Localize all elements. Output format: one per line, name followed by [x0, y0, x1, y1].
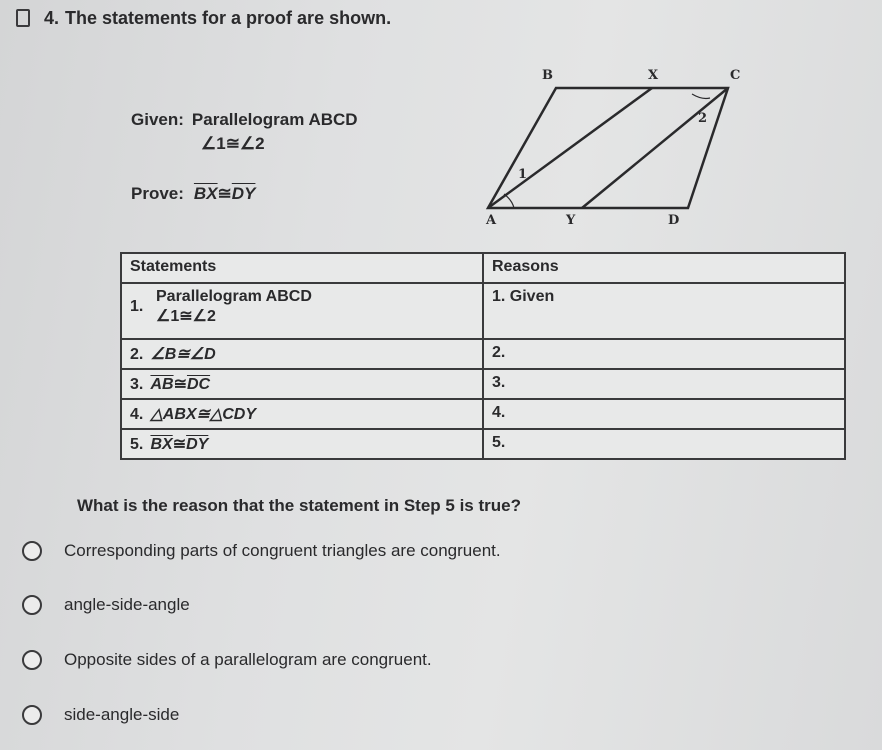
- row-number: 5.: [130, 436, 144, 453]
- statement-cell: [121, 399, 483, 429]
- segment-ab: $\overline{AB}$: [150, 376, 174, 393]
- question-title: The statements for a proof are shown.: [65, 8, 392, 28]
- statement-cell: [121, 369, 483, 399]
- statement-text: ∠B≅∠D: [150, 346, 216, 363]
- given-angles: ∠1≅∠2: [201, 134, 265, 153]
- prove-line: [131, 184, 255, 204]
- reasons-header: Reasons: [483, 253, 845, 283]
- segment-dy: $\overline{DY}$: [186, 436, 209, 453]
- angle-2-label: 2: [698, 111, 708, 126]
- table-row: [121, 429, 845, 459]
- segment-bx: $\overline{BX}$: [150, 436, 173, 453]
- given-label: Given:: [131, 110, 184, 129]
- row-number: 3.: [130, 376, 144, 393]
- answer-option-1[interactable]: [22, 538, 501, 564]
- reason-cell: 1. Given: [483, 283, 845, 339]
- statement-cell: [121, 339, 483, 369]
- vertex-x-label: X: [648, 68, 659, 83]
- option-label: side-angle-side: [64, 705, 180, 724]
- table-row: [121, 283, 845, 339]
- prove-segment-2: $\overline{DY}$: [231, 184, 256, 203]
- given-line: [131, 110, 358, 130]
- parallelogram-diagram: [478, 62, 778, 240]
- question-prompt: What is the reason that the statement in Step 5 is true?: [77, 496, 521, 515]
- prove-segment-1: $\overline{BX}$: [193, 184, 218, 203]
- vertex-c-label: C: [730, 68, 741, 83]
- congruent-symbol: ≅: [217, 184, 232, 203]
- table-row: [121, 339, 845, 369]
- statement-text: △ABX≅△CDY: [150, 406, 257, 423]
- table-row: [121, 369, 845, 399]
- prove-label: Prove:: [131, 184, 184, 203]
- statement-line-1: Parallelogram ABCD: [156, 288, 312, 305]
- answer-option-2[interactable]: [22, 592, 190, 618]
- row-number: 1.: [130, 298, 144, 315]
- given-value: Parallelogram ABCD: [191, 110, 358, 129]
- question-number: 4.: [44, 8, 60, 28]
- segment-ax: [488, 88, 652, 208]
- answer-option-4[interactable]: [22, 702, 179, 728]
- option-label: Corresponding parts of congruent triangles are congruent.: [64, 541, 501, 560]
- vertex-d-label: D: [668, 213, 680, 228]
- radio-button[interactable]: [22, 705, 42, 725]
- radio-button[interactable]: [22, 541, 42, 561]
- bookmark-icon[interactable]: [16, 9, 30, 27]
- reason-cell: 5.: [483, 429, 845, 459]
- congruent-symbol: ≅: [173, 376, 187, 393]
- statement-cell: [121, 283, 483, 339]
- statement-line-2: ∠1≅∠2: [156, 308, 216, 325]
- angle-1-label: 1: [518, 167, 528, 182]
- table-row: [121, 399, 845, 429]
- angle-2-arc: [692, 94, 710, 99]
- segment-cy: [582, 88, 728, 208]
- vertex-b-label: B: [542, 68, 553, 83]
- option-label: Opposite sides of a parallelogram are congruent.: [64, 650, 432, 669]
- radio-button[interactable]: [22, 650, 42, 670]
- segment-dc: $\overline{DC}$: [186, 376, 211, 393]
- parallelogram-abcd: [488, 88, 728, 208]
- reason-cell: 3.: [483, 369, 845, 399]
- answer-option-3[interactable]: [22, 647, 432, 673]
- vertex-y-label: Y: [566, 213, 576, 228]
- row-number: 2.: [130, 346, 144, 363]
- vertex-a-label: A: [486, 213, 497, 228]
- reason-cell: 2.: [483, 339, 845, 369]
- congruent-symbol: ≅: [172, 436, 187, 453]
- table-header-row: [121, 253, 845, 283]
- statements-header: Statements: [121, 253, 483, 283]
- question-header: [44, 8, 391, 29]
- reason-cell: 4.: [483, 399, 845, 429]
- option-label: angle-side-angle: [64, 595, 190, 614]
- proof-table: [120, 252, 846, 460]
- statement-cell: [121, 429, 483, 459]
- radio-button[interactable]: [22, 595, 42, 615]
- row-number: 4.: [130, 406, 144, 423]
